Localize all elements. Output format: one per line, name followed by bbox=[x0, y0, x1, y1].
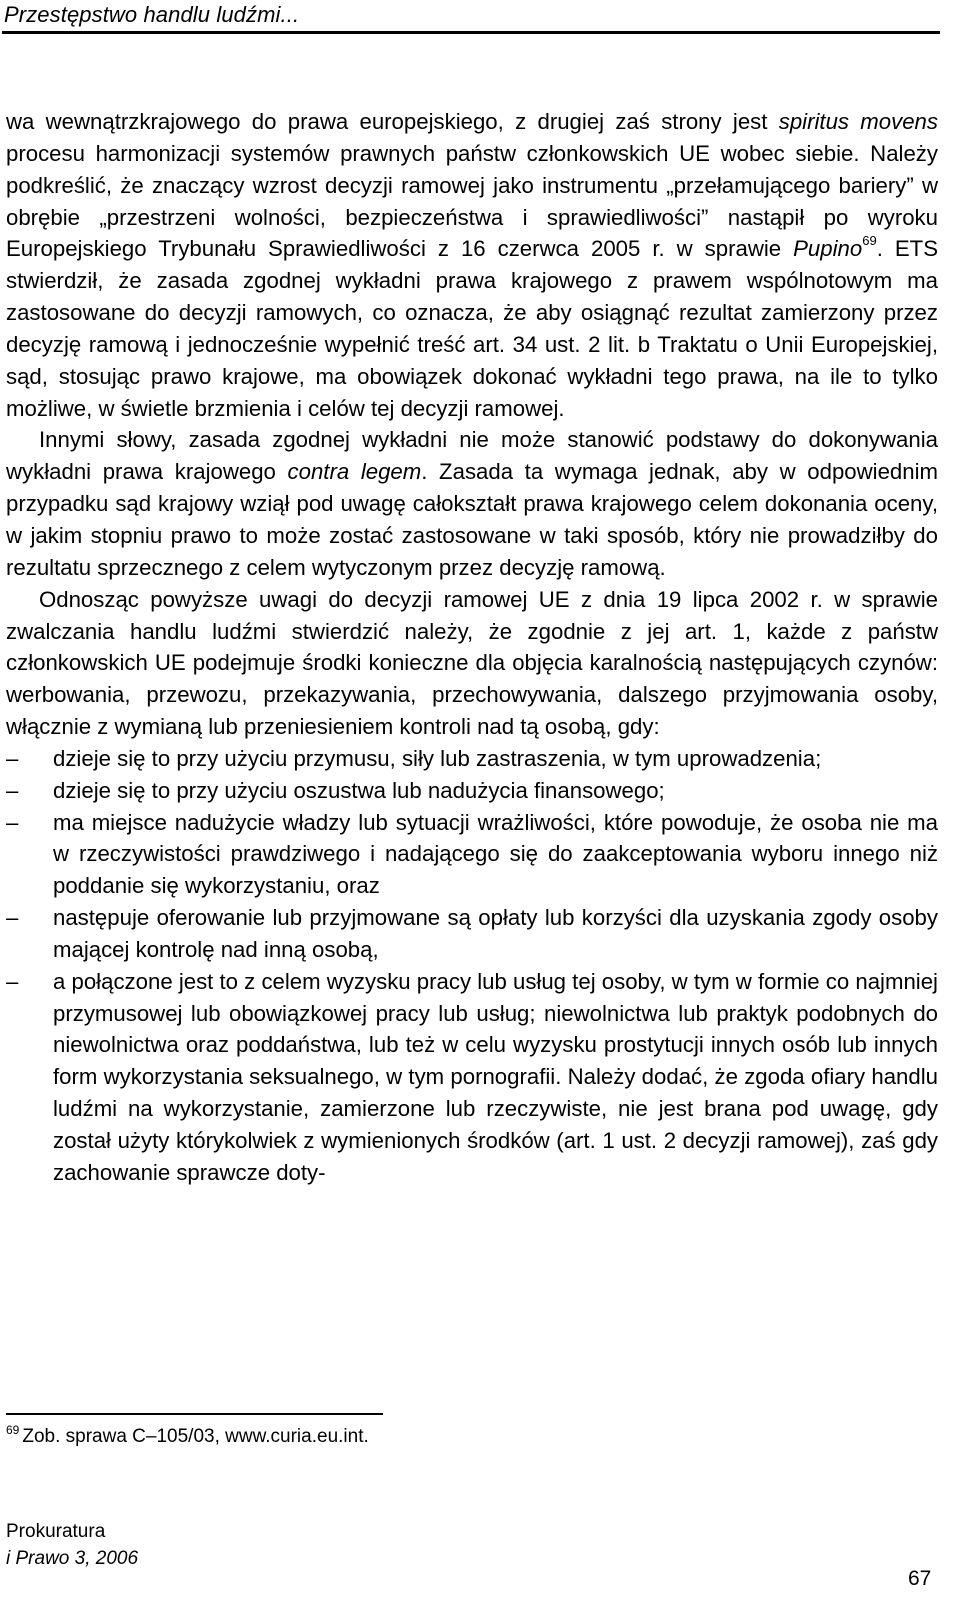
dash-bullet: – bbox=[6, 777, 19, 803]
list-item bbox=[6, 775, 938, 807]
dash-bullet: – bbox=[6, 809, 19, 835]
list-item-text: ma miejsce nadużycie władzy lub sytuacji wrażliwości, które powoduje, że osoba nie ma w rzeczywistości prawdziwego i nadającego się do zaakceptowania wyboru innego niż poddanie się wykorzystaniu, oraz bbox=[53, 809, 938, 899]
footnote-reference[interactable]: 69 bbox=[862, 233, 877, 249]
header-rule bbox=[2, 31, 940, 34]
journal-title: Prokuratura bbox=[6, 1521, 106, 1542]
paragraph-2-text-a: Innymi słowy, zasada zgodnej wykładni nie może stanowić podstawy do dokonywania wykładni prawa krajowego bbox=[6, 427, 938, 485]
paragraph-1-italic-phrase: spiritus movens bbox=[778, 109, 938, 134]
list-item bbox=[6, 807, 938, 903]
page-number: 67 bbox=[908, 1567, 932, 1590]
list-item bbox=[6, 743, 938, 775]
paragraph-2 bbox=[6, 424, 938, 583]
journal-name bbox=[6, 1518, 138, 1572]
list-item-text: dzieje się to przy użyciu oszustwa lub nadużycia finansowego; bbox=[53, 777, 665, 803]
footnote-text: Zob. sprawa C–105/03, www.curia.eu.int. bbox=[22, 1426, 369, 1447]
paragraph-1 bbox=[6, 106, 938, 424]
running-title: Przestępstwo handlu ludźmi... bbox=[4, 2, 300, 27]
list-item-text: dzieje się to przy użyciu przymusu, siły lub zastraszenia, w tym uprowadzenia; bbox=[53, 745, 822, 771]
paragraph-3: Odnosząc powyższe uwagi do decyzji ramowej UE z dnia 19 lipca 2002 r. w sprawie zwalczania handlu ludźmi stwierdzić należy, że zgodnie z jej art. 1, każde z państw członkowskich UE podejmuje środki konieczne dla objęcia karalnością następujących czynów: werbowania, przewozu, przekazywania, przechowywania, dalszego przyjmowania osoby, włącznie z wymianą lub przeniesieniem kontroli nad tą osobą, gdy: bbox=[6, 586, 938, 740]
footnote bbox=[6, 1425, 369, 1449]
list-item bbox=[6, 966, 938, 1189]
list-item-text: następuje oferowanie lub przyjmowane są opłaty lub korzyści dla uzyskania zgody osoby mającej kontrolę nad inną osobą, bbox=[53, 905, 938, 962]
paragraph-2-italic-phrase: contra legem bbox=[287, 459, 422, 485]
dash-bullet: – bbox=[6, 968, 19, 994]
footnote-number: 69 bbox=[6, 1423, 20, 1437]
list-item bbox=[6, 902, 938, 966]
dash-bullet: – bbox=[6, 905, 19, 931]
dash-bullet: – bbox=[6, 745, 19, 771]
main-text bbox=[6, 106, 938, 1189]
conditions-list bbox=[6, 743, 938, 1189]
paragraph-1-text-c: . ETS stwierdził, że zasada zgodnej wykładni prawa krajowego z prawem wspólnotowym ma zastosowane do decyzji ramowych, co oznacza, że aby osiągnąć rezultat zamierzony przez decyzję ramową i jednocześnie wypełnić treść art. 34 ust. 2 lit. b Traktatu o Unii Europejskiej, sąd, stosując prawo krajowe, ma obowiązek dokonać wykładni tego prawa, na ile to tylko możliwe, w świetle brzmienia i celów tej decyzji ramowej. bbox=[6, 236, 938, 421]
paragraph-1-text-b: procesu harmonizacji systemów prawnych państw członkowskich UE wobec siebie. Należy podkreślić, że znaczący wzrost decyzji ramowej jako instrumentu „przełamującego bariery” w obrębie „przestrzeni wolności, bezpieczeństwa i sprawiedliwości” nastąpił po wyroku Europejskiego Trybunału Sprawiedliwości z 16 czerwca 2005 r. w sprawie bbox=[6, 140, 938, 262]
list-item-text: a połączone jest to z celem wyzysku pracy lub usług tej osoby, w tym w formie co najmniej przymusowej lub obowiązkowej pracy lub usług; niewolnictwa lub praktyk podobnych do niewolnictwa oraz poddaństwa, lub też w celu wyzysku prostytucji innych osób lub innych form wykorzystania seksualnego, w tym pornografii. Należy dodać, że zgoda ofiary handlu ludźmi na wykorzystanie, zamierzone lub rzeczywiste, nie jest brana pod uwagę, gdy został użyty którykolwiek z wymienionych środków (art. 1 ust. 2 decyzji ramowej), zaś gdy zachowanie sprawcze doty- bbox=[53, 968, 938, 1185]
paragraph-2-text-b: . Zasada ta wymaga jednak, aby w odpowiednim przypadku sąd krajowy wziął pod uwagę całokształt prawa krajowego celem dokonania oceny, w jakim stopniu prawo to może zostać zastosowane w taki sposób, który nie prowadziłby do rezultatu sprzecznego z celem wytyczonym przez decyzję ramową. bbox=[6, 459, 939, 580]
case-name: Pupino bbox=[793, 236, 863, 262]
journal-issue: i Prawo 3, 2006 bbox=[6, 1548, 139, 1569]
footnote-separator bbox=[6, 1413, 383, 1415]
paragraph-1-text-a: wa wewnątrzkrajowego do prawa europejskiego, z drugiej zaś strony jest bbox=[6, 109, 779, 134]
